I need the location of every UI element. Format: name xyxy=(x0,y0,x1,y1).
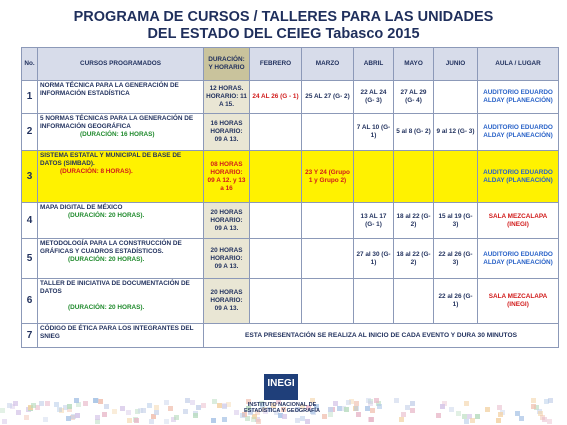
row-number: 5 xyxy=(22,239,38,279)
decorative-square xyxy=(164,419,169,424)
header-aula: AULA / LUGAR xyxy=(478,48,559,81)
decorative-square xyxy=(7,403,12,408)
decorative-square xyxy=(190,400,195,405)
decorative-square xyxy=(134,418,139,423)
logo-subtitle: INSTITUTO NACIONAL DE ESTADÍSTICA Y GEOGRAFÍA xyxy=(244,402,320,414)
course-duration-note: (DURACIÓN: 20 HORAS). xyxy=(68,304,145,311)
course-duration: 08 HORAS HORARIO: 09 A 12. y 13 a 16 xyxy=(204,151,250,203)
decorative-square xyxy=(410,401,415,406)
decorative-square xyxy=(399,417,404,422)
inegi-logo xyxy=(232,374,332,418)
cell-marzo xyxy=(302,203,354,239)
decorative-square xyxy=(410,408,415,413)
cell-abril: 7 AL 10 (G- 1) xyxy=(354,114,394,151)
cell-febrero: 24 AL 26 (G - 1) xyxy=(250,81,302,114)
row-number: 3 xyxy=(22,151,38,203)
decorative-square xyxy=(470,418,475,423)
cell-junio: 22 al 26 (G- 1) xyxy=(434,279,478,324)
header-mayo: MAYO xyxy=(394,48,434,81)
decorative-square xyxy=(346,400,351,405)
decorative-square xyxy=(449,407,454,412)
decorative-square xyxy=(66,416,71,421)
cell-marzo xyxy=(302,239,354,279)
decorative-square xyxy=(356,412,361,417)
course-duration-note: (DURACIÓN: 16 HORAS) xyxy=(80,131,155,138)
decorative-square xyxy=(138,408,143,413)
decorative-square xyxy=(183,409,188,414)
decorative-square xyxy=(127,418,132,423)
course-name: MAPA DIGITAL DE MÉXICO (DURACIÓN: 20 HORAS). xyxy=(38,203,204,239)
decorative-square xyxy=(515,411,520,416)
header-duracion: DURACIÓN: Y HORARIO xyxy=(204,48,250,81)
decorative-square xyxy=(295,418,300,423)
decorative-square xyxy=(149,419,154,424)
decorative-square xyxy=(16,410,21,415)
courses-table xyxy=(21,47,559,348)
decorative-square xyxy=(164,400,169,405)
decorative-square xyxy=(370,408,375,413)
decorative-square xyxy=(222,403,227,408)
decorative-square xyxy=(112,409,117,414)
cell-aula: AUDITORIO EDUARDO ALDAY (PLANEACIÓN) xyxy=(478,151,559,203)
cell-mayo xyxy=(394,151,434,203)
decorative-square xyxy=(201,403,206,408)
decorative-square xyxy=(211,418,216,423)
course-duration: 20 HORAS HORARIO: 09 A 13. xyxy=(204,239,250,279)
decorative-square xyxy=(147,403,152,408)
cell-marzo xyxy=(302,114,354,151)
decorative-square xyxy=(43,417,48,422)
decorative-square xyxy=(0,408,5,413)
cell-abril: 27 al 30 (G- 1) xyxy=(354,239,394,279)
cell-mayo: 18 al 22 (G- 2) xyxy=(394,239,434,279)
cell-aula: AUDITORIO EDUARDO ALDAY (PLANEACIÓN) xyxy=(478,81,559,114)
decorative-square xyxy=(475,414,480,419)
header-abril: ABRIL xyxy=(354,48,394,81)
decorative-square xyxy=(496,418,501,423)
cell-abril: 22 AL 24 (G- 3) xyxy=(354,81,394,114)
cell-aula: SALA MEZCALAPA (INEGI) xyxy=(478,203,559,239)
cell-mayo: 27 AL 29 (G- 4) xyxy=(394,81,434,114)
course-duration-note: (DURACIÓN: 8 HORAS). xyxy=(60,168,133,175)
decorative-square xyxy=(83,401,88,406)
decorative-square xyxy=(75,413,80,418)
decorative-square xyxy=(365,406,370,411)
course-name: TALLER DE INICIATIVA DE DOCUMENTACIÓN DE DATOS (DURACIÓN: 20 HORAS). xyxy=(38,279,204,324)
decorative-square xyxy=(440,404,445,409)
row-number: 1 xyxy=(22,81,38,114)
decorative-square xyxy=(45,401,50,406)
presentation-note: ESTA PRESENTACIÓN SE REALIZA AL INICIO DE CADA EVENTO Y DURA 30 MINUTOS xyxy=(204,324,559,348)
course-duration: 20 HORAS HORARIO: 09 A 13. xyxy=(204,279,250,324)
course-name: 5 NORMAS TÉCNICAS PARA LA GENERACIÓN DE INFORMACIÓN GEOGRÁFICA (DURACIÓN: 16 HORAS) xyxy=(38,114,204,151)
cell-junio xyxy=(434,151,478,203)
decorative-square xyxy=(24,415,29,420)
course-name: METODOLOGÍA PARA LA CONSTRUCCIÓN DE GRÁFICAS Y CUADROS ESTADÍSTICOS. (DURACIÓN: 20 HORAS). xyxy=(38,239,204,279)
row-number: 7 xyxy=(22,324,38,348)
decorative-square xyxy=(497,405,502,410)
decorative-square xyxy=(354,406,359,411)
cell-junio: 22 al 26 (G- 3) xyxy=(434,239,478,279)
decorative-square xyxy=(2,419,7,424)
decorative-square xyxy=(368,417,373,422)
course-duration: 16 HORAS HORARIO: 09 A 13. xyxy=(204,114,250,151)
cell-junio xyxy=(434,81,478,114)
decorative-square xyxy=(464,419,469,424)
decorative-square xyxy=(344,407,349,412)
table-row xyxy=(22,114,559,151)
row-number: 2 xyxy=(22,114,38,151)
decorative-square xyxy=(74,398,79,403)
table-row xyxy=(22,239,559,279)
decorative-square xyxy=(305,419,310,424)
document-title-line-2: DEL ESTADO DEL CEIEG Tabasco 2015 xyxy=(147,26,420,42)
course-name: NORMA TÉCNICA PARA LA GENERACIÓN DE INFORMACIÓN ESTADÍSTICA xyxy=(38,81,204,114)
decorative-square xyxy=(531,404,536,409)
decorative-square xyxy=(31,403,36,408)
table-row xyxy=(22,324,559,348)
cell-mayo: 5 al 8 (G- 2) xyxy=(394,114,434,151)
decorative-square xyxy=(154,410,159,415)
course-duration-note: (DURACIÓN: 20 HORAS). xyxy=(68,212,145,219)
decorative-square xyxy=(120,406,125,411)
course-name: CÓDIGO DE ÉTICA PARA LOS INTEGRANTES DEL SNIEG xyxy=(38,324,204,348)
cell-abril xyxy=(354,279,394,324)
header-febrero: FEBRERO xyxy=(250,48,302,81)
decorative-square xyxy=(102,412,107,417)
decorative-square xyxy=(394,398,399,403)
decorative-square xyxy=(485,407,490,412)
cell-aula: AUDITORIO EDUARDO ALDAY (PLANEACIÓN) xyxy=(478,239,559,279)
decorative-square xyxy=(519,416,524,421)
decorative-square xyxy=(39,401,44,406)
course-duration: 20 HORAS HORARIO: 09 A 13. xyxy=(204,203,250,239)
decorative-square xyxy=(377,404,382,409)
decorative-square xyxy=(354,401,359,406)
cell-abril xyxy=(354,151,394,203)
cell-abril: 13 AL 17 (G- 1) xyxy=(354,203,394,239)
decorative-square xyxy=(126,410,131,415)
decorative-square xyxy=(366,398,371,403)
decorative-square xyxy=(374,398,379,403)
row-number: 4 xyxy=(22,203,38,239)
table-row xyxy=(22,279,559,324)
cell-febrero xyxy=(250,203,302,239)
decorative-square xyxy=(168,406,173,411)
decorative-square xyxy=(498,412,503,417)
cell-mayo xyxy=(394,279,434,324)
cell-febrero xyxy=(250,151,302,203)
cell-mayo: 18 al 22 (G- 2) xyxy=(394,203,434,239)
decorative-square xyxy=(464,401,469,406)
decorative-square xyxy=(95,415,100,420)
decorative-square xyxy=(174,415,179,420)
table-row xyxy=(22,81,559,114)
decorative-square xyxy=(67,404,72,409)
decorative-square xyxy=(456,411,461,416)
cell-junio: 9 al 12 (G- 3) xyxy=(434,114,478,151)
decorative-square xyxy=(222,417,227,422)
logo-name: INEGI xyxy=(267,378,295,389)
decorative-square xyxy=(256,419,261,424)
cell-marzo: 23 Y 24 (Grupo 1 y Grupo 2) xyxy=(302,151,354,203)
decorative-square xyxy=(531,398,536,403)
cell-febrero xyxy=(250,114,302,151)
table-row xyxy=(22,151,559,203)
cell-aula: AUDITORIO EDUARDO ALDAY (PLANEACIÓN) xyxy=(478,114,559,151)
decorative-square xyxy=(93,398,98,403)
header-no: No. xyxy=(22,48,38,81)
decorative-square xyxy=(54,402,59,407)
cell-aula: SALA MEZCALAPA (INEGI) xyxy=(478,279,559,324)
document-title-line-1: PROGRAMA DE CURSOS / TALLERES PARA LAS UNIDADES xyxy=(73,9,494,25)
table-row xyxy=(22,203,559,239)
decorative-square xyxy=(436,413,441,418)
decorative-square xyxy=(193,413,198,418)
course-duration: 12 HORAS. HORARIO: 11 A 15. xyxy=(204,81,250,114)
decorative-square xyxy=(544,399,549,404)
cell-febrero xyxy=(250,239,302,279)
decorative-square xyxy=(547,419,552,424)
row-number: 6 xyxy=(22,279,38,324)
course-name: SISTEMA ESTATAL Y MUNICIPAL DE BASE DE DATOS (SIMBAD). (DURACIÓN: 8 HORAS). xyxy=(38,151,204,203)
decorative-square xyxy=(57,407,62,412)
cell-marzo: 25 AL 27 (G- 2) xyxy=(302,81,354,114)
decorative-square xyxy=(104,404,109,409)
cell-junio: 15 al 19 (G- 3) xyxy=(434,203,478,239)
header-junio: JUNIO xyxy=(434,48,478,81)
header-marzo: MARZO xyxy=(302,48,354,81)
header-cursos: CURSOS PROGRAMADOS xyxy=(38,48,204,81)
cell-marzo xyxy=(302,279,354,324)
course-duration-note: (DURACIÓN: 20 HORAS). xyxy=(68,256,145,263)
cell-febrero xyxy=(250,279,302,324)
decorative-square xyxy=(333,401,338,406)
